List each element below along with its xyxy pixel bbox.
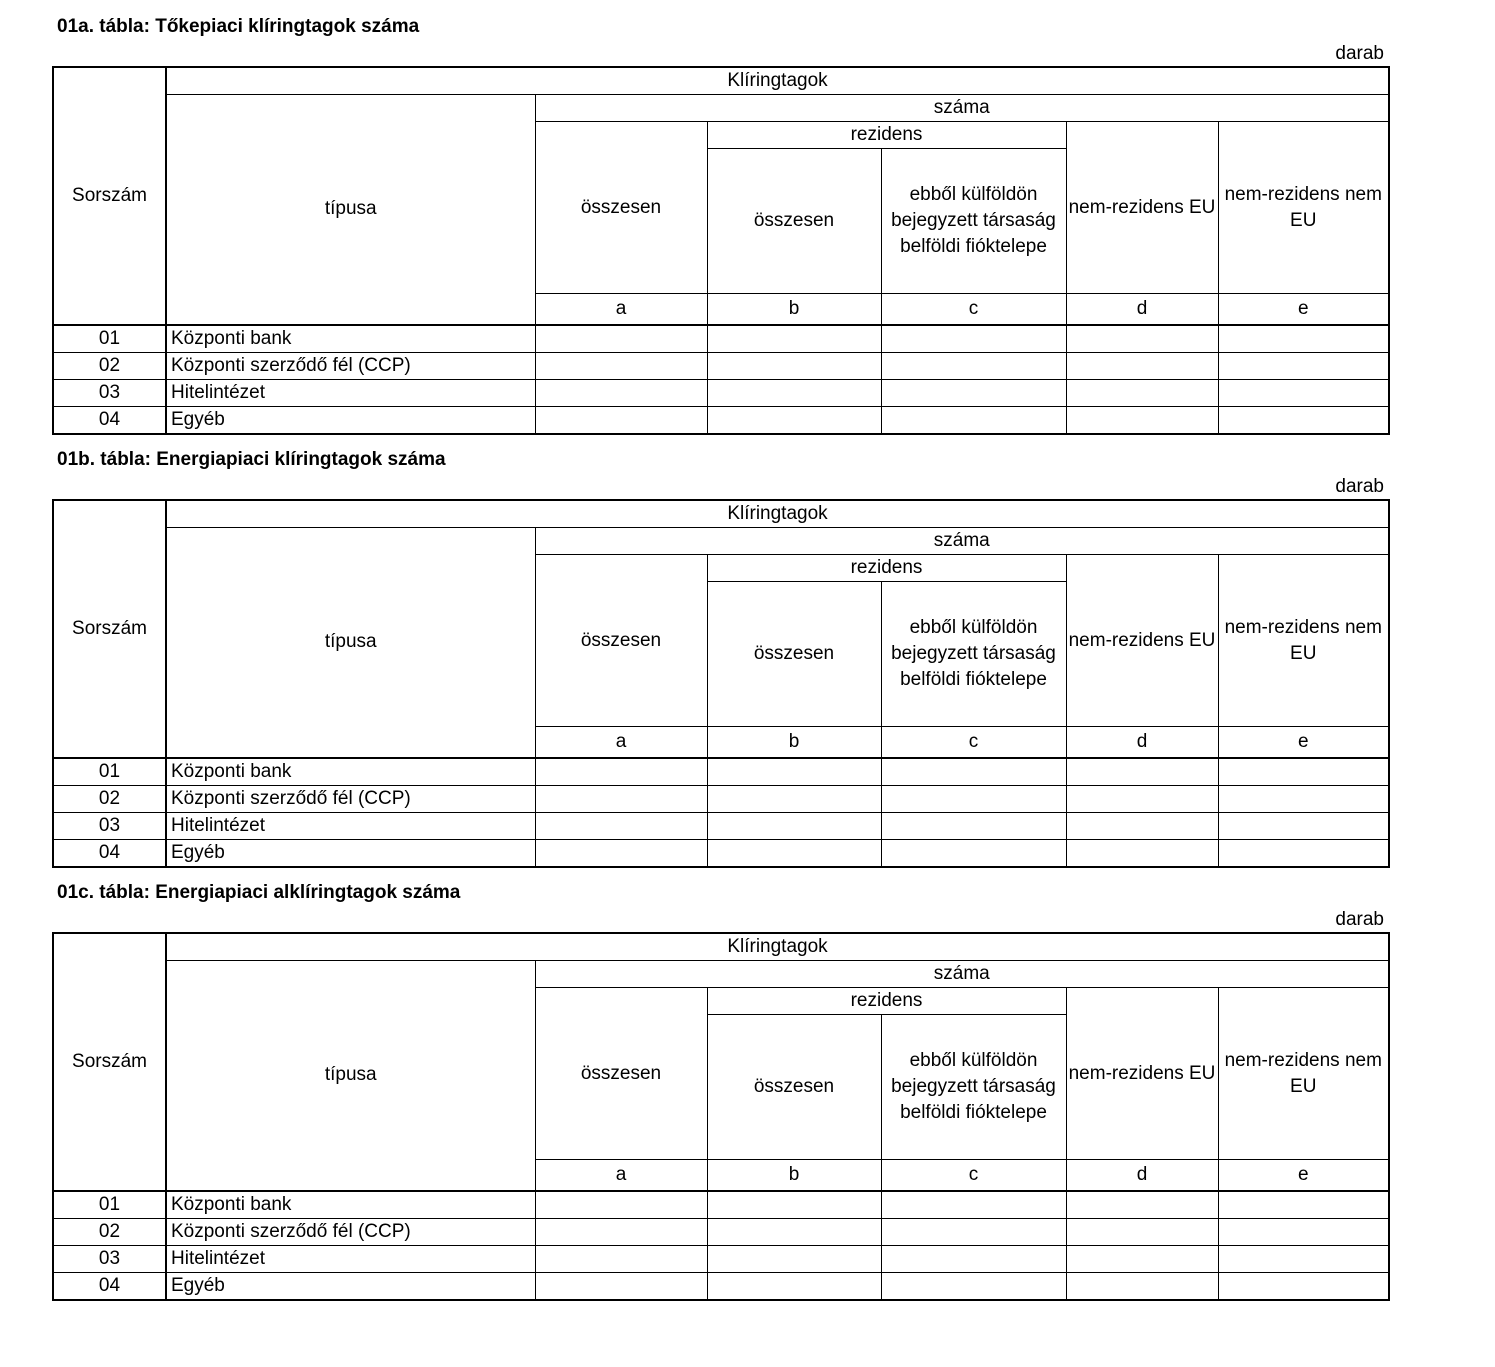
cell-b[interactable] xyxy=(707,758,881,786)
cell-d[interactable] xyxy=(1066,1272,1218,1300)
row-number: 04 xyxy=(53,406,166,434)
row-label: Egyéb xyxy=(166,1272,535,1300)
header-type: típusa xyxy=(166,961,535,1191)
cell-c[interactable] xyxy=(881,785,1066,812)
cell-a[interactable] xyxy=(535,1245,707,1272)
header-nonres-noneu: nem-rezidens nem EU xyxy=(1218,988,1389,1160)
cell-d[interactable] xyxy=(1066,379,1218,406)
row-label: Központi szerződő fél (CCP) xyxy=(166,1218,535,1245)
row-label: Hitelintézet xyxy=(166,379,535,406)
table-01b xyxy=(0,433,1495,863)
cell-d[interactable] xyxy=(1066,406,1218,434)
code-e: e xyxy=(1218,1160,1389,1191)
row-label: Egyéb xyxy=(166,839,535,867)
cell-e[interactable] xyxy=(1218,812,1389,839)
cell-c[interactable] xyxy=(881,758,1066,786)
cell-b[interactable] xyxy=(707,812,881,839)
cell-e[interactable] xyxy=(1218,1272,1389,1300)
cell-b[interactable] xyxy=(707,406,881,434)
cell-e[interactable] xyxy=(1218,379,1389,406)
header-nonres-eu: nem-rezidens EU xyxy=(1066,988,1218,1160)
cell-d[interactable] xyxy=(1066,839,1218,867)
table-01c xyxy=(0,866,1495,1296)
table-row xyxy=(53,839,1389,867)
cell-d[interactable] xyxy=(1066,1245,1218,1272)
cell-a[interactable] xyxy=(535,812,707,839)
cell-a[interactable] xyxy=(535,1191,707,1219)
table-01a xyxy=(0,0,1495,430)
row-number: 02 xyxy=(53,352,166,379)
cell-c[interactable] xyxy=(881,406,1066,434)
row-number: 02 xyxy=(53,1218,166,1245)
code-a: a xyxy=(535,294,707,325)
header-serial: Sorszám xyxy=(53,67,166,325)
cell-d[interactable] xyxy=(1066,325,1218,353)
row-label: Egyéb xyxy=(166,406,535,434)
row-label: Központi bank xyxy=(166,325,535,353)
row-number: 03 xyxy=(53,1245,166,1272)
row-label: Hitelintézet xyxy=(166,1245,535,1272)
cell-e[interactable] xyxy=(1218,1245,1389,1272)
cell-b[interactable] xyxy=(707,839,881,867)
header-nonres-noneu: nem-rezidens nem EU xyxy=(1218,555,1389,727)
table-row xyxy=(53,1191,1389,1219)
cell-c[interactable] xyxy=(881,839,1066,867)
row-label: Központi bank xyxy=(166,1191,535,1219)
row-number: 03 xyxy=(53,379,166,406)
header-group: Klíringtagok xyxy=(166,67,1389,95)
header-nonres-eu: nem-rezidens EU xyxy=(1066,122,1218,294)
cell-e[interactable] xyxy=(1218,758,1389,786)
cell-c[interactable] xyxy=(881,1191,1066,1219)
row-label: Központi bank xyxy=(166,758,535,786)
code-c: c xyxy=(881,727,1066,758)
table-row xyxy=(53,406,1389,434)
code-e: e xyxy=(1218,294,1389,325)
header-serial: Sorszám xyxy=(53,933,166,1191)
header-type: típusa xyxy=(166,95,535,325)
cell-c[interactable] xyxy=(881,1245,1066,1272)
row-number: 01 xyxy=(53,325,166,353)
cell-d[interactable] xyxy=(1066,785,1218,812)
cell-a[interactable] xyxy=(535,379,707,406)
cell-d[interactable] xyxy=(1066,758,1218,786)
row-label: Hitelintézet xyxy=(166,812,535,839)
cell-a[interactable] xyxy=(535,406,707,434)
cell-e[interactable] xyxy=(1218,839,1389,867)
table-title: 01b. tábla: Energiapiaci klíringtagok száma xyxy=(57,449,446,470)
header-total: összesen xyxy=(535,122,707,294)
table-title: 01c. tábla: Energiapiaci alklíringtagok száma xyxy=(57,882,461,903)
clearing-members-table xyxy=(52,932,1390,1301)
table-row xyxy=(53,1218,1389,1245)
unit-label: darab xyxy=(1335,43,1384,64)
header-foreign-branch: ebből külföldön bejegyzett társaság belföldi fióktelepe xyxy=(881,1015,1066,1160)
cell-e[interactable] xyxy=(1218,352,1389,379)
header-count: száma xyxy=(535,961,1389,988)
row-number: 01 xyxy=(53,1191,166,1219)
clearing-members-table xyxy=(52,499,1390,868)
cell-b[interactable] xyxy=(707,1218,881,1245)
row-number: 01 xyxy=(53,758,166,786)
table-row xyxy=(53,352,1389,379)
header-resident: rezidens xyxy=(707,988,1066,1015)
cell-e[interactable] xyxy=(1218,325,1389,353)
cell-a[interactable] xyxy=(535,1272,707,1300)
table-title: 01a. tábla: Tőkepiaci klíringtagok száma xyxy=(57,16,420,37)
table-row xyxy=(53,758,1389,786)
row-label: Központi szerződő fél (CCP) xyxy=(166,352,535,379)
cell-c[interactable] xyxy=(881,379,1066,406)
cell-d[interactable] xyxy=(1066,1191,1218,1219)
cell-b[interactable] xyxy=(707,1272,881,1300)
code-b: b xyxy=(707,294,881,325)
header-foreign-branch: ebből külföldön bejegyzett társaság belföldi fióktelepe xyxy=(881,149,1066,294)
table-row xyxy=(53,1272,1389,1300)
cell-b[interactable] xyxy=(707,1191,881,1219)
cell-d[interactable] xyxy=(1066,812,1218,839)
table-row xyxy=(53,812,1389,839)
clearing-members-table xyxy=(52,66,1390,435)
cell-a[interactable] xyxy=(535,1218,707,1245)
cell-b[interactable] xyxy=(707,325,881,353)
header-total: összesen xyxy=(535,555,707,727)
header-resident-total: összesen xyxy=(707,1015,881,1160)
table-row xyxy=(53,785,1389,812)
header-count: száma xyxy=(535,95,1389,122)
cell-d[interactable] xyxy=(1066,1218,1218,1245)
cell-e[interactable] xyxy=(1218,785,1389,812)
cell-a[interactable] xyxy=(535,758,707,786)
cell-a[interactable] xyxy=(535,325,707,353)
header-serial: Sorszám xyxy=(53,500,166,758)
table-row xyxy=(53,379,1389,406)
table-row xyxy=(53,325,1389,353)
cell-b[interactable] xyxy=(707,1245,881,1272)
cell-e[interactable] xyxy=(1218,406,1389,434)
code-a: a xyxy=(535,727,707,758)
header-nonres-noneu: nem-rezidens nem EU xyxy=(1218,122,1389,294)
header-group: Klíringtagok xyxy=(166,933,1389,961)
header-type: típusa xyxy=(166,528,535,758)
cell-e[interactable] xyxy=(1218,1218,1389,1245)
cell-c[interactable] xyxy=(881,1218,1066,1245)
code-c: c xyxy=(881,1160,1066,1191)
table-row xyxy=(53,1245,1389,1272)
code-b: b xyxy=(707,1160,881,1191)
cell-b[interactable] xyxy=(707,352,881,379)
header-resident: rezidens xyxy=(707,555,1066,582)
header-group: Klíringtagok xyxy=(166,500,1389,528)
code-d: d xyxy=(1066,294,1218,325)
header-total: összesen xyxy=(535,988,707,1160)
cell-b[interactable] xyxy=(707,785,881,812)
row-number: 04 xyxy=(53,1272,166,1300)
code-c: c xyxy=(881,294,1066,325)
row-number: 03 xyxy=(53,812,166,839)
header-foreign-branch: ebből külföldön bejegyzett társaság belföldi fióktelepe xyxy=(881,582,1066,727)
cell-c[interactable] xyxy=(881,1272,1066,1300)
cell-e[interactable] xyxy=(1218,1191,1389,1219)
cell-c[interactable] xyxy=(881,812,1066,839)
unit-label: darab xyxy=(1335,909,1384,930)
header-resident: rezidens xyxy=(707,122,1066,149)
cell-d[interactable] xyxy=(1066,352,1218,379)
cell-c[interactable] xyxy=(881,352,1066,379)
code-e: e xyxy=(1218,727,1389,758)
cell-c[interactable] xyxy=(881,325,1066,353)
row-label: Központi szerződő fél (CCP) xyxy=(166,785,535,812)
cell-b[interactable] xyxy=(707,379,881,406)
header-resident-total: összesen xyxy=(707,149,881,294)
cell-a[interactable] xyxy=(535,785,707,812)
code-d: d xyxy=(1066,727,1218,758)
code-d: d xyxy=(1066,1160,1218,1191)
unit-label: darab xyxy=(1335,476,1384,497)
cell-a[interactable] xyxy=(535,352,707,379)
header-count: száma xyxy=(535,528,1389,555)
code-a: a xyxy=(535,1160,707,1191)
header-nonres-eu: nem-rezidens EU xyxy=(1066,555,1218,727)
row-number: 04 xyxy=(53,839,166,867)
code-b: b xyxy=(707,727,881,758)
row-number: 02 xyxy=(53,785,166,812)
cell-a[interactable] xyxy=(535,839,707,867)
header-resident-total: összesen xyxy=(707,582,881,727)
